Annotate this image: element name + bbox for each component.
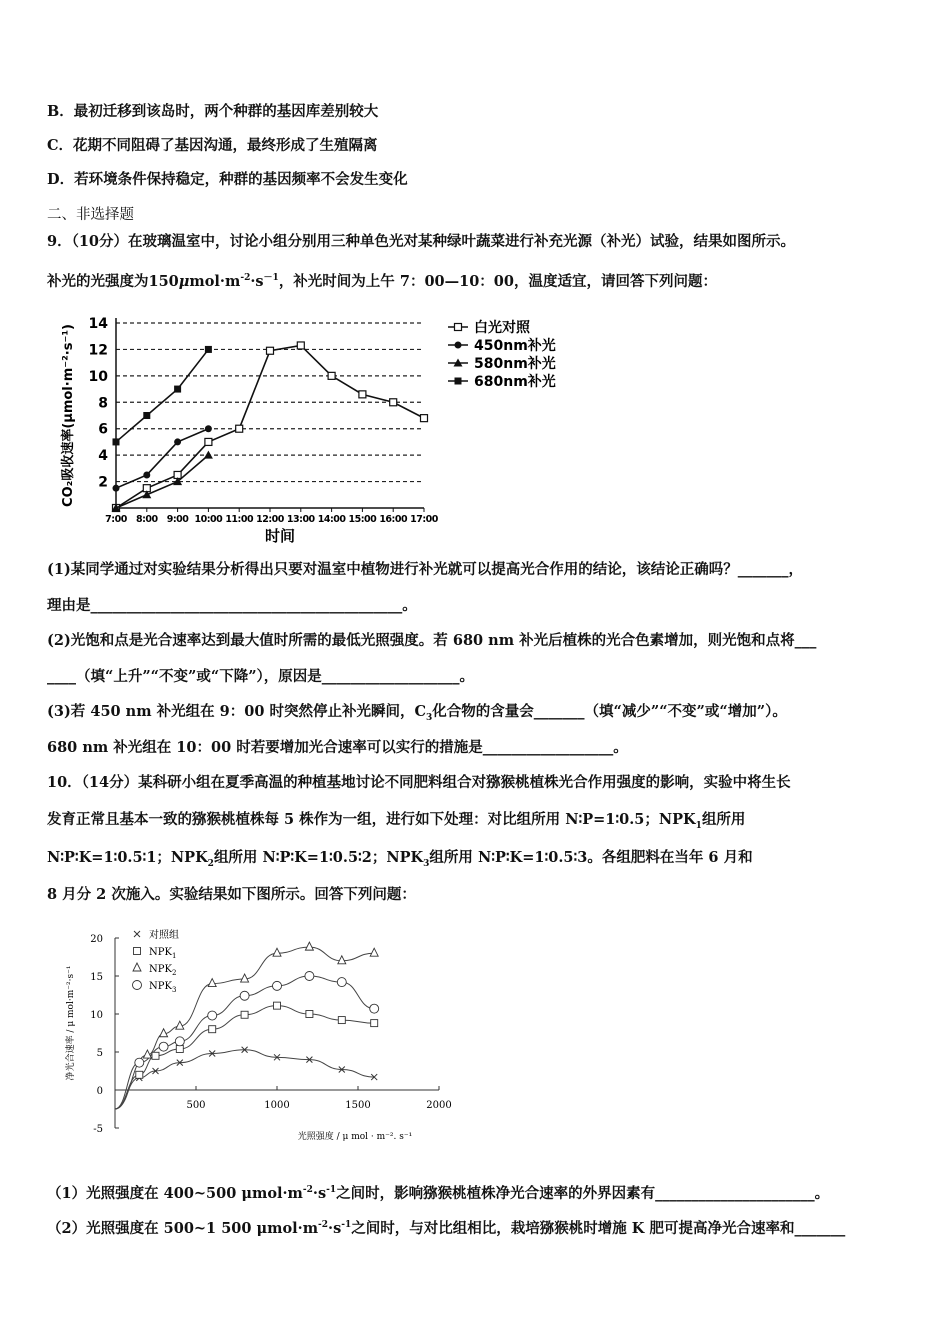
q9-part3-a: (3)若 450 nm 补光组在 9：00 时突然停止补光瞬间，$C_3$化合物的含量会_______（填“减少”“不变”或“增加”）。: [47, 703, 787, 723]
x-tick-label: 14:00: [317, 514, 346, 525]
y-tick-label: 6: [98, 421, 108, 438]
x-axis-label: 光照强度 / μ mol · m⁻². s⁻¹: [297, 1132, 413, 1142]
data-point: [143, 412, 150, 419]
q10-line1: 10．（14分）某科研小组在夏季高温的种植基地讨论不同肥料组合对猕猴桃植株光合作用强度的影响，实验中将生长: [47, 774, 791, 791]
x-tick-label: 9:00: [166, 514, 189, 525]
x-axis-label: 时间: [264, 527, 296, 545]
y-tick-label: 20: [90, 934, 103, 945]
y-tick-label: 10: [90, 1010, 103, 1021]
data-point: [328, 372, 335, 379]
data-point: [370, 1004, 379, 1013]
data-point: [136, 1071, 143, 1078]
data-point: [305, 942, 313, 950]
data-point: [241, 974, 249, 982]
option-c: C．花期不同阻碍了基因沟通，最终形成了生殖隔离: [47, 137, 378, 154]
q10-answer2: （2）光照强度在 500~1 500 $\mu mol\cdot m^{-2}\cdot s^{-1}$之间时，与对比组相比，栽培猕猴桃时增施 K 肥可提高净光合速率和_______: [47, 1219, 846, 1237]
legend-label: $NPK_1$: [149, 947, 177, 960]
q9-intro-line2: 补光的光强度为$150\mu mol\cdot m^{-2}\cdot s^{-1}$，补光时间为上午 7：00—10：00，温度适宜，请回答下列问题：: [47, 272, 717, 290]
legend-label: 450nm补光: [474, 338, 556, 354]
data-point: [359, 391, 366, 398]
data-point: [241, 1011, 248, 1018]
y-tick-label: 5: [96, 1048, 103, 1059]
x-tick-label: 7:00: [105, 514, 127, 525]
legend-marker: [455, 378, 462, 385]
data-point: [338, 1017, 345, 1024]
legend-label: 680nm补光: [474, 374, 556, 390]
y-tick-label: 8: [98, 395, 108, 412]
legend-label: $NPK_3$: [149, 981, 177, 994]
section-title: 二、非选择题: [47, 207, 134, 223]
x-tick-label: 17:00: [410, 514, 438, 525]
legend-subscript: 2: [171, 969, 177, 977]
legend-marker: [134, 948, 141, 955]
data-point: [174, 386, 181, 393]
legend-subscript: 3: [171, 986, 177, 994]
q9-part1-a: (1)某同学通过对实验结果分析得出只要对温室中植物进行补光就可以提高光合作用的结论，该结论正确吗？_______，: [47, 561, 804, 578]
y-tick-label: 0: [96, 1086, 103, 1097]
data-point: [305, 972, 314, 981]
data-point: [208, 1011, 217, 1020]
data-point: [421, 415, 428, 422]
q9-part2-a: (2)光饱和点是光合速率达到最大值时所需的最低光照强度。若 680 nm 补光后植株的光合色素增加，则光饱和点将___: [47, 632, 817, 649]
q10-line4: 8 月分 2 次施入。实验结果如下图所示。回答下列问题：: [47, 886, 416, 903]
data-point: [274, 1002, 281, 1009]
y-tick-label: -5: [93, 1124, 103, 1135]
data-point: [113, 485, 120, 492]
legend-label: $NPK_2$: [149, 964, 177, 977]
x-tick-label: 15:00: [348, 514, 377, 525]
x-tick-label: 2000: [426, 1100, 452, 1111]
x-tick-label: 11:00: [225, 514, 254, 525]
q9-part1-b: 理由是___________________________________________。: [47, 597, 417, 614]
data-point: [390, 399, 397, 406]
data-point: [240, 991, 249, 1000]
data-point: [205, 438, 212, 445]
legend-label: 580nm补光: [474, 356, 556, 372]
data-point: [160, 1029, 168, 1037]
data-point: [337, 978, 346, 987]
data-point: [338, 956, 346, 964]
data-point: [236, 425, 243, 432]
x-tick-label: 1500: [345, 1100, 371, 1111]
q9-part2-b: ____（填“上升”“不变”或“下降”），原因是___________________。: [47, 668, 475, 685]
q9-intro-line1: 9．（10分）在玻璃温室中，讨论小组分别用三种单色光对某种绿叶蔬菜进行补充光源（补光）试验，结果如图所示。: [47, 233, 796, 250]
data-point: [176, 1045, 183, 1052]
data-point: [174, 438, 181, 445]
x-tick-label: 13:00: [286, 514, 315, 525]
data-point: [152, 1052, 159, 1059]
co2-absorption-chart: [50, 300, 590, 545]
series-line: [116, 349, 208, 442]
data-point: [159, 1042, 168, 1051]
q9-part3-b: 680 nm 补光组在 10：00 时若要增加光合速率可以实行的措施是__________________。: [47, 739, 628, 756]
data-point: [297, 342, 304, 349]
legend-label: 对照组: [149, 930, 179, 941]
x-tick-label: 8:00: [135, 514, 158, 525]
option-b: B．最初迁移到该岛时，两个种群的基因库差别较大: [47, 103, 379, 120]
x-tick-label: 12:00: [256, 514, 284, 525]
q10-line3: N∶P∶K=1∶0.5∶1；$NPK_2$组所用 N∶P∶K=1∶0.5∶2；$NPK_3$组所用 N∶P∶K=1∶0.5∶3。各组肥料在当年 6 月和: [47, 849, 753, 869]
series-line: [116, 429, 208, 488]
data-point: [273, 948, 281, 956]
y-axis-label: CO₂吸收速率(μmol·m⁻²·s⁻¹): [61, 324, 76, 507]
y-tick-label: 4: [98, 448, 108, 465]
x-tick-label: 500: [186, 1100, 206, 1111]
data-point: [204, 451, 213, 459]
y-tick-label: 14: [88, 316, 108, 332]
x-tick-label: 10:00: [194, 514, 223, 525]
option-d: D．若环境条件保持稳定，种群的基因频率不会发生变化: [47, 171, 408, 188]
y-axis-label: 净光合速率 / μ mol·m⁻²·s⁻¹: [66, 965, 76, 1081]
legend-marker: [133, 981, 142, 990]
data-point: [371, 1020, 378, 1027]
data-point: [273, 981, 282, 990]
series-line: [116, 345, 424, 508]
legend-label: 白光对照: [474, 320, 530, 336]
data-point: [306, 1011, 313, 1018]
y-tick-label: 12: [88, 342, 108, 359]
data-point: [143, 471, 150, 478]
data-point: [135, 1058, 144, 1067]
legend-marker: [455, 342, 462, 349]
data-point: [267, 347, 274, 354]
data-point: [205, 346, 212, 353]
data-point: [113, 438, 120, 445]
legend-subscript: 1: [171, 952, 177, 960]
x-tick-label: 16:00: [379, 514, 408, 525]
net-photosynthesis-chart: [55, 920, 475, 1145]
y-tick-label: 2: [98, 474, 108, 491]
legend-marker: [455, 324, 462, 331]
data-point: [370, 948, 378, 956]
x-tick-label: 1000: [264, 1100, 290, 1111]
data-point: [205, 425, 212, 432]
legend-marker: [133, 963, 141, 971]
y-tick-label: 15: [90, 972, 103, 983]
data-point: [208, 979, 216, 987]
data-point: [209, 1026, 216, 1033]
y-tick-label: 10: [88, 368, 108, 385]
q10-line2: 发育正常且基本一致的猕猴桃植株每 5 株作为一组，进行如下处理：对比组所用 N∶P=1∶0.5；$NPK_1$组所用: [47, 811, 746, 831]
data-point: [175, 1037, 184, 1046]
q10-answer1: （1）光照强度在 400~500 $\mu mol\cdot m^{-2}\cdot s^{-1}$之间时，影响猕猴桃植株净光合速率的外界因素有______________________。: [47, 1184, 830, 1202]
